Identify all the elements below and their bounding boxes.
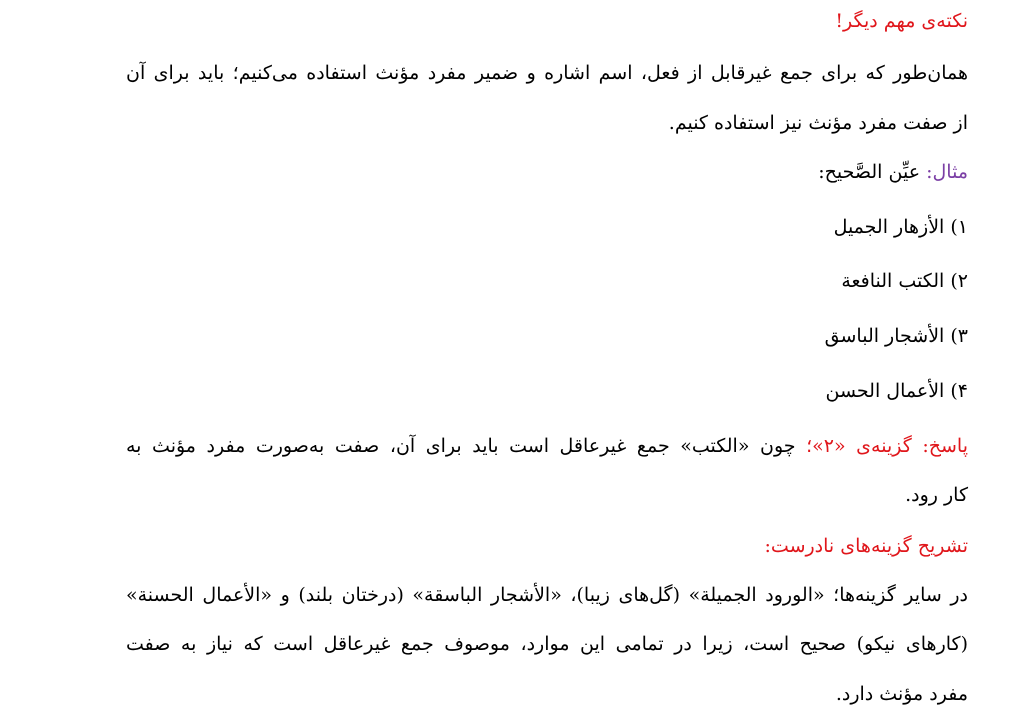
- example-label: مثال:: [926, 161, 968, 183]
- explanation-line-3: مفرد مؤنث دارد.: [835, 683, 968, 705]
- option-3: ۳) الأشجار الباسق: [824, 325, 968, 347]
- example-prompt: عیِّن الصَّحیح:: [818, 161, 921, 183]
- option-2: ۲) الکتب النافعة: [841, 270, 968, 292]
- answer-text: چون «الکتب» جمع غیرعاقل است باید برای آن، صفت به‌صورت مفرد مؤنث به: [126, 435, 796, 457]
- option-4: ۴) الأعمال الحسن: [825, 380, 968, 402]
- answer-label: پاسخ: گزینه‌ی «۲»؛: [806, 435, 968, 457]
- note-line-2: از صفت مفرد مؤنث نیز استفاده کنیم.: [668, 112, 968, 134]
- answer-line-2: کار رود.: [905, 484, 968, 506]
- note-title: نکته‌ی مهم دیگر!: [835, 10, 968, 32]
- explanation-title: تشریح گزینه‌های نادرست:: [764, 535, 968, 557]
- explanation-line-1: در سایر گزینه‌ها؛ «الورود الجمیلة» (گل‌های زیبا)، «الأشجار الباسقة» (درختان بلند) و «الأعمال الحسنة»: [126, 584, 968, 606]
- note-line-1: همان‌طور که برای جمع غیرقابل از فعل، اسم اشاره و ضمیر مفرد مؤنث استفاده می‌کنیم؛ باید برای آن: [126, 62, 968, 84]
- explanation-line-2: (کارهای نیکو) صحیح است، زیرا در تمامی این موارد، موصوف جمع غیرعاقل است که نیاز به صفت: [126, 633, 968, 655]
- example-heading: [818, 157, 968, 187]
- option-1: ۱) الأزهار الجمیل: [833, 216, 968, 238]
- answer-line-1: [126, 431, 968, 461]
